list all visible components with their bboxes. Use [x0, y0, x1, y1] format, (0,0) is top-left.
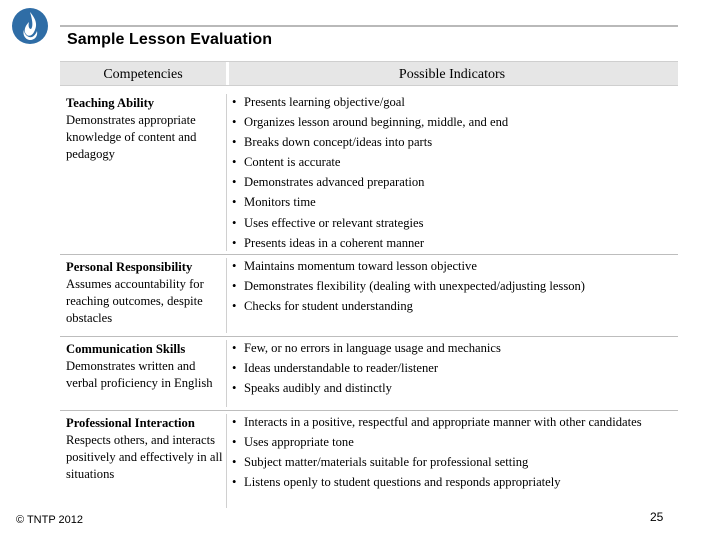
competency-name: Communication Skills: [66, 342, 186, 356]
indicator-item: • Speaks audibly and distinctly: [232, 380, 678, 397]
column-separator: [226, 258, 227, 333]
header-rule: [60, 25, 678, 27]
indicator-item: • Uses effective or relevant strategies: [232, 215, 678, 232]
indicator-item: • Presents ideas in a coherent manner: [232, 235, 678, 252]
indicator-item: • Few, or no errors in language usage and mechanics: [232, 340, 678, 357]
indicator-list: [232, 414, 678, 494]
competency-cell: [66, 259, 228, 327]
indicator-list: [232, 94, 678, 255]
indicator-item: • Organizes lesson around beginning, middle, and end: [232, 114, 678, 131]
indicator-item: • Maintains momentum toward lesson objective: [232, 258, 678, 275]
copyright-footer: © TNTP 2012: [16, 514, 84, 526]
table-row: [60, 91, 678, 255]
indicator-item: • Content is accurate: [232, 154, 678, 171]
competency-description: Assumes accountability for reaching outcomes, despite obstacles: [66, 277, 204, 325]
indicator-item: • Breaks down concept/ideas into parts: [232, 134, 678, 151]
table-row: [60, 411, 678, 511]
competency-cell: [66, 95, 228, 163]
table-row: [60, 255, 678, 337]
competency-description: Demonstrates written and verbal proficiency in English: [66, 359, 213, 390]
indicator-item: • Presents learning objective/goal: [232, 94, 678, 111]
competency-description: Demonstrates appropriate knowledge of content and pedagogy: [66, 113, 197, 161]
table-header: [60, 61, 678, 86]
competency-name: Personal Responsibility: [66, 260, 193, 274]
table-row: [60, 337, 678, 411]
page-title: Sample Lesson Evaluation: [67, 31, 273, 48]
evaluation-table: [60, 61, 678, 511]
indicator-item: • Interacts in a positive, respectful and appropriate manner with other candidates: [232, 414, 678, 431]
indicator-item: • Checks for student understanding: [232, 298, 678, 315]
column-separator: [226, 94, 227, 251]
indicator-item: • Demonstrates flexibility (dealing with unexpected/adjusting lesson): [232, 278, 678, 295]
indicator-item: • Demonstrates advanced preparation: [232, 174, 678, 191]
indicator-list: [232, 340, 678, 400]
indicator-item: • Monitors time: [232, 194, 678, 211]
indicator-list: [232, 258, 678, 318]
competency-cell: [66, 415, 228, 483]
column-separator: [226, 414, 227, 508]
indicator-item: • Ideas understandable to reader/listener: [232, 360, 678, 377]
competency-name: Professional Interaction: [66, 416, 195, 430]
column-separator: [226, 340, 227, 407]
competency-description: Respects others, and interacts positively and effectively in all situations: [66, 433, 223, 481]
indicator-item: • Uses appropriate tone: [232, 434, 678, 451]
header-indicators: Possible Indicators: [398, 67, 506, 82]
page-number: 25: [650, 510, 664, 524]
indicator-item: • Subject matter/materials suitable for professional setting: [232, 454, 678, 471]
tntp-logo-icon: [10, 6, 50, 46]
competency-name: Teaching Ability: [66, 96, 155, 110]
header-competencies: Competencies: [103, 67, 183, 82]
competency-cell: [66, 341, 228, 392]
indicator-item: • Listens openly to student questions and responds appropriately: [232, 474, 678, 491]
